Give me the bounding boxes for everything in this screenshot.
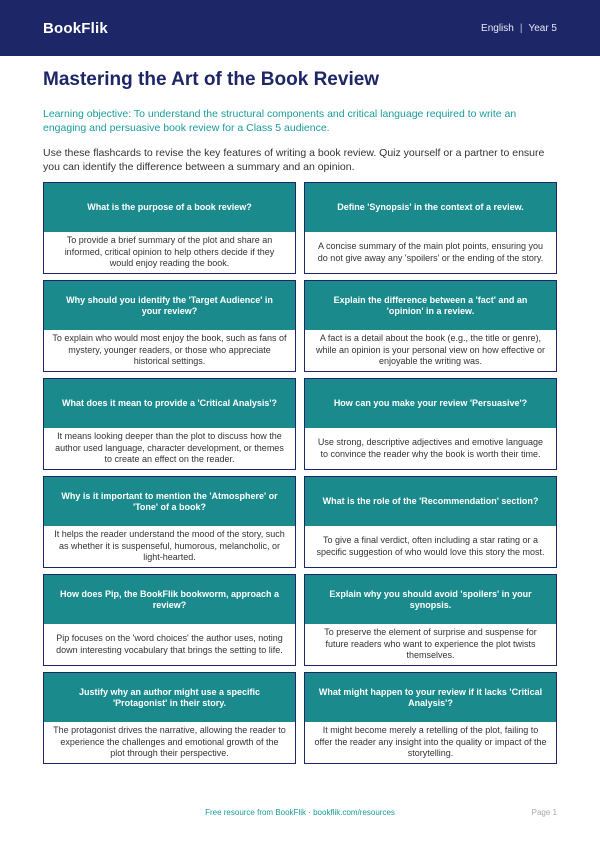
flashcard-question: What might happen to your review if it lacks 'Critical Analysis'? (305, 673, 556, 722)
flashcard-question: Justify why an author might use a specific 'Protagonist' in their story. (44, 673, 295, 722)
flashcard-question: Why is it important to mention the 'Atmosphere' or 'Tone' of a book? (44, 477, 295, 526)
flashcard-answer: It might become merely a retelling of the plot, failing to offer the reader any insight into the quality or impact of the storytelling. (314, 725, 547, 759)
flashcard-question: How can you make your review 'Persuasive'? (305, 379, 556, 428)
flashcard[interactable] (43, 672, 296, 764)
flashcard[interactable] (304, 182, 557, 274)
flashcard-answer: To preserve the element of surprise and suspense for future readers who want to experience the plot twists themselves. (324, 627, 537, 661)
footer-text[interactable]: Free resource from BookFlik · bookflik.com/resources (205, 808, 395, 817)
flashcard[interactable] (304, 672, 557, 764)
brand-logo[interactable]: BookFlik (43, 19, 108, 37)
flashcard-question: What is the purpose of a book review? (44, 183, 295, 232)
flashcard-grid (43, 182, 557, 764)
learning-objective: Learning objective: To understand the structural components and critical language required to write an engaging and persuasive book review for a Class 5 audience. (43, 108, 517, 134)
intro-text: Use these flashcards to revise the key features of writing a book review. Quiz yourself or a partner to ensure you can identify the difference between a summary and an opinion. (43, 147, 545, 173)
flashcard-question: How does Pip, the BookFlik bookworm, approach a review? (44, 575, 295, 624)
flashcard[interactable] (43, 378, 296, 470)
top-bar (0, 0, 600, 56)
flashcard-question: Explain the difference between a 'fact' and an 'opinion' in a review. (305, 281, 556, 330)
flashcard[interactable] (304, 476, 557, 568)
flashcard[interactable] (43, 280, 296, 372)
flashcard[interactable] (304, 574, 557, 666)
separator: | (519, 22, 523, 34)
language-year (481, 23, 557, 34)
flashcard-answer: A concise summary of the main plot points, ensuring you do not give away any 'spoilers' or the ending of the story. (317, 241, 544, 263)
flashcard-answer: To explain who would most enjoy the book, such as fans of mystery, younger readers, or those who appreciate historical settings. (52, 333, 287, 367)
flashcard[interactable] (304, 378, 557, 470)
flashcard-answer: It helps the reader understand the mood of the story, such as whether it is suspenseful, humorous, melancholic, or light-hearted. (54, 529, 285, 563)
flashcard-answer: Pip focuses on the 'word choices' the author uses, noting down interesting vocabulary that brings the setting to life. (56, 633, 283, 655)
language-label[interactable]: English (481, 22, 514, 34)
flashcard-question: Explain why you should avoid 'spoilers' in your synopsis. (305, 575, 556, 624)
flashcard-question: What does it mean to provide a 'Critical Analysis'? (44, 379, 295, 428)
page-number: Page 1 (531, 808, 557, 817)
flashcard-question: What is the role of the 'Recommendation' section? (305, 477, 556, 526)
flashcard-answer: A fact is a detail about the book (e.g., the title or genre), while an opinion is your personal view on how effective or enjoyable the writing was. (316, 333, 545, 367)
flashcard-question: Define 'Synopsis' in the context of a review. (305, 183, 556, 232)
flashcard-answer: Use strong, descriptive adjectives and emotive language to convince the reader why the book is worth their time. (317, 437, 544, 459)
flashcard[interactable] (304, 280, 557, 372)
flashcard[interactable] (43, 476, 296, 568)
flashcard-answer: The protagonist drives the narrative, allowing the reader to experience the challenges and emotional growth of the plot through their perspective. (53, 725, 286, 759)
flashcard[interactable] (43, 574, 296, 666)
flashcard-answer: To provide a brief summary of the plot and share an informed, critical opinion to help others decide if they would enjoy reading the book. (64, 235, 275, 269)
year-label[interactable]: Year 5 (528, 22, 557, 34)
page-content (0, 68, 600, 174)
flashcard[interactable] (43, 182, 296, 274)
page-title: Mastering the Art of the Book Review (43, 69, 380, 90)
flashcard-answer: To give a final verdict, often including a star rating or a specific suggestion of who would love this story the most. (316, 535, 545, 557)
flashcard-answer: It means looking deeper than the plot to discuss how the author used language, character development, or themes to create an effect on the reader. (55, 431, 284, 465)
flashcard-question: Why should you identify the 'Target Audience' in your review? (44, 281, 295, 330)
